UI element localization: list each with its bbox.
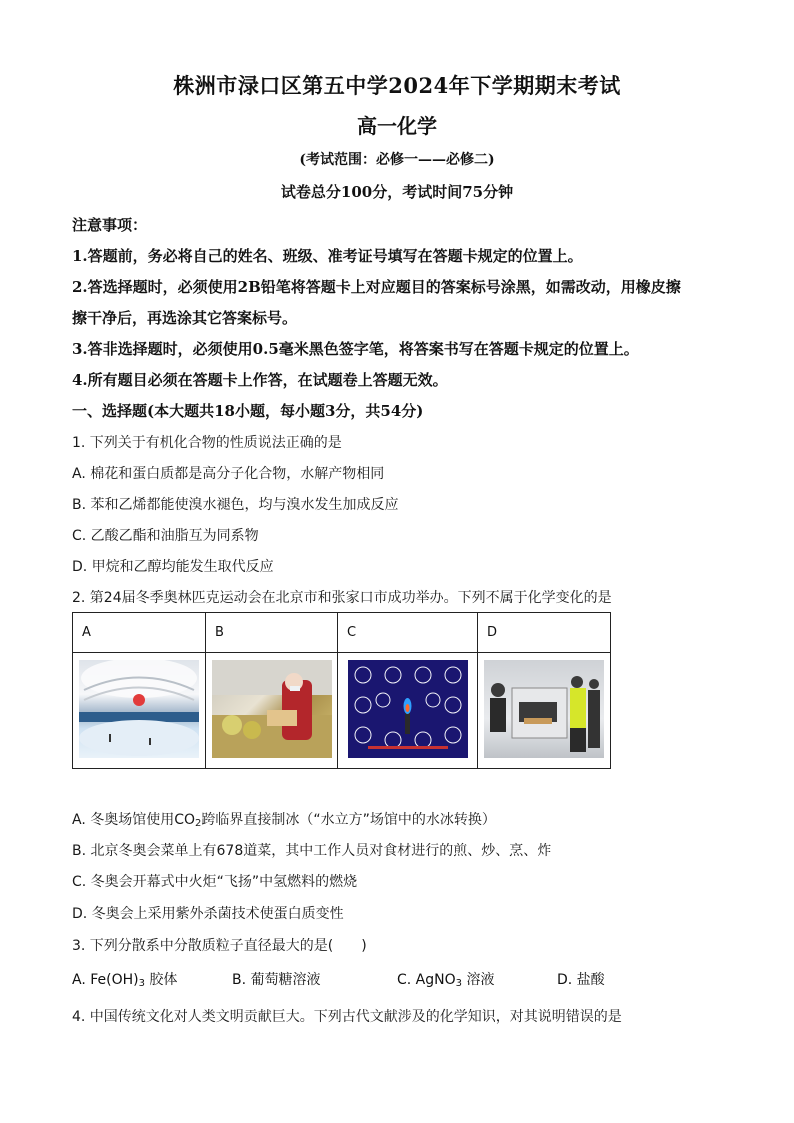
q1-stem: 1. 下列关于有机化合物的性质说法正确的是: [72, 435, 342, 451]
q3-option-d: D. 盐酸: [557, 972, 605, 988]
notice-item-2-cont: 擦干净后，再选涂其它答案标号。: [72, 309, 298, 327]
table-label-a: A: [73, 613, 206, 653]
q2-option-a: A. 冬奥场馆使用$CO_2$跨临界直接制冰（“水立方”场馆中的水冰转换）: [72, 812, 496, 829]
table-cell-b: [206, 653, 338, 769]
notice-item-1: 1.答题前，务必将自己的姓名、班级、准考证号填写在答题卡规定的位置上。: [72, 247, 583, 265]
notice-item-3: 3.答非选择题时，必须使用0.5毫米黑色签字笔，将答案书写在答题卡规定的位置上。: [72, 340, 639, 358]
exam-scope: (考试范围：必修一——必修二): [299, 152, 495, 168]
q3-stem: 3. 下列分散系中分散质粒子直径最大的是( ): [72, 938, 367, 954]
kitchen-photo: [212, 660, 332, 758]
q3-option-b: B. 葡萄糖溶液: [232, 972, 321, 988]
q2-stem: 2. 第24届冬季奥林匹克运动会在北京市和张家口市成功举办。下列不属于化学变化的是: [72, 590, 612, 606]
q2-option-d: D. 冬奥会上采用紫外杀菌技术使蛋白质变性: [72, 906, 344, 922]
table-cell-c: [338, 653, 478, 769]
notice-heading: 注意事项：: [72, 216, 148, 234]
table-cell-d: [478, 653, 611, 769]
q2-option-c: C. 冬奥会开幕式中火炬“飞扬”中氢燃料的燃烧: [72, 874, 358, 890]
uv-sterilize-photo: [484, 660, 604, 758]
q2-option-b: B. 北京冬奥会菜单上有678道菜，其中工作人员对食材进行的煎、炒、烹、炸: [72, 843, 552, 859]
exam-title: 株洲市渌口区第五中学2024年下学期期末考试: [173, 73, 621, 98]
q1-option-a: A. 棉花和蛋白质都是高分子化合物，水解产物相同: [72, 466, 385, 482]
table-label-d: D: [478, 613, 611, 653]
q1-option-d: D. 甲烷和乙醇均能发生取代反应: [72, 559, 274, 575]
q1-option-c: C. 乙酸乙酯和油脂互为同系物: [72, 528, 259, 544]
torch-photo: [348, 660, 468, 758]
q2-image-table: [72, 612, 611, 769]
q4-stem: 4. 中国传统文化对人类文明贡献巨大。下列古代文献涉及的化学知识，对其说明错误的是: [72, 1009, 622, 1025]
score-and-time: 试卷总分100分，考试时间75分钟: [280, 183, 514, 201]
q3-option-c: C. AgNO$_3$ 溶液: [397, 972, 495, 989]
table-label-c: C: [338, 613, 478, 653]
q3-option-a: A. $Fe(OH)_3$ 胶体: [72, 972, 178, 989]
section-heading: 一、选择题(本大题共18小题，每小题3分，共54分): [72, 402, 424, 420]
notice-item-4: 4.所有题目必须在答题卡上作答，在试题卷上答题无效。: [72, 371, 448, 389]
ice-venue-photo: [79, 660, 199, 758]
subject-title: 高一化学: [357, 114, 437, 138]
table-cell-a: [73, 653, 206, 769]
q1-option-b: B. 苯和乙烯都能使溴水褪色，均与溴水发生加成反应: [72, 497, 399, 513]
table-label-b: B: [206, 613, 338, 653]
notice-item-2: 2.答选择题时，必须使用2B铅笔将答题卡上对应题目的答案标号涂黑，如需改动，用橡皮擦: [72, 278, 681, 296]
